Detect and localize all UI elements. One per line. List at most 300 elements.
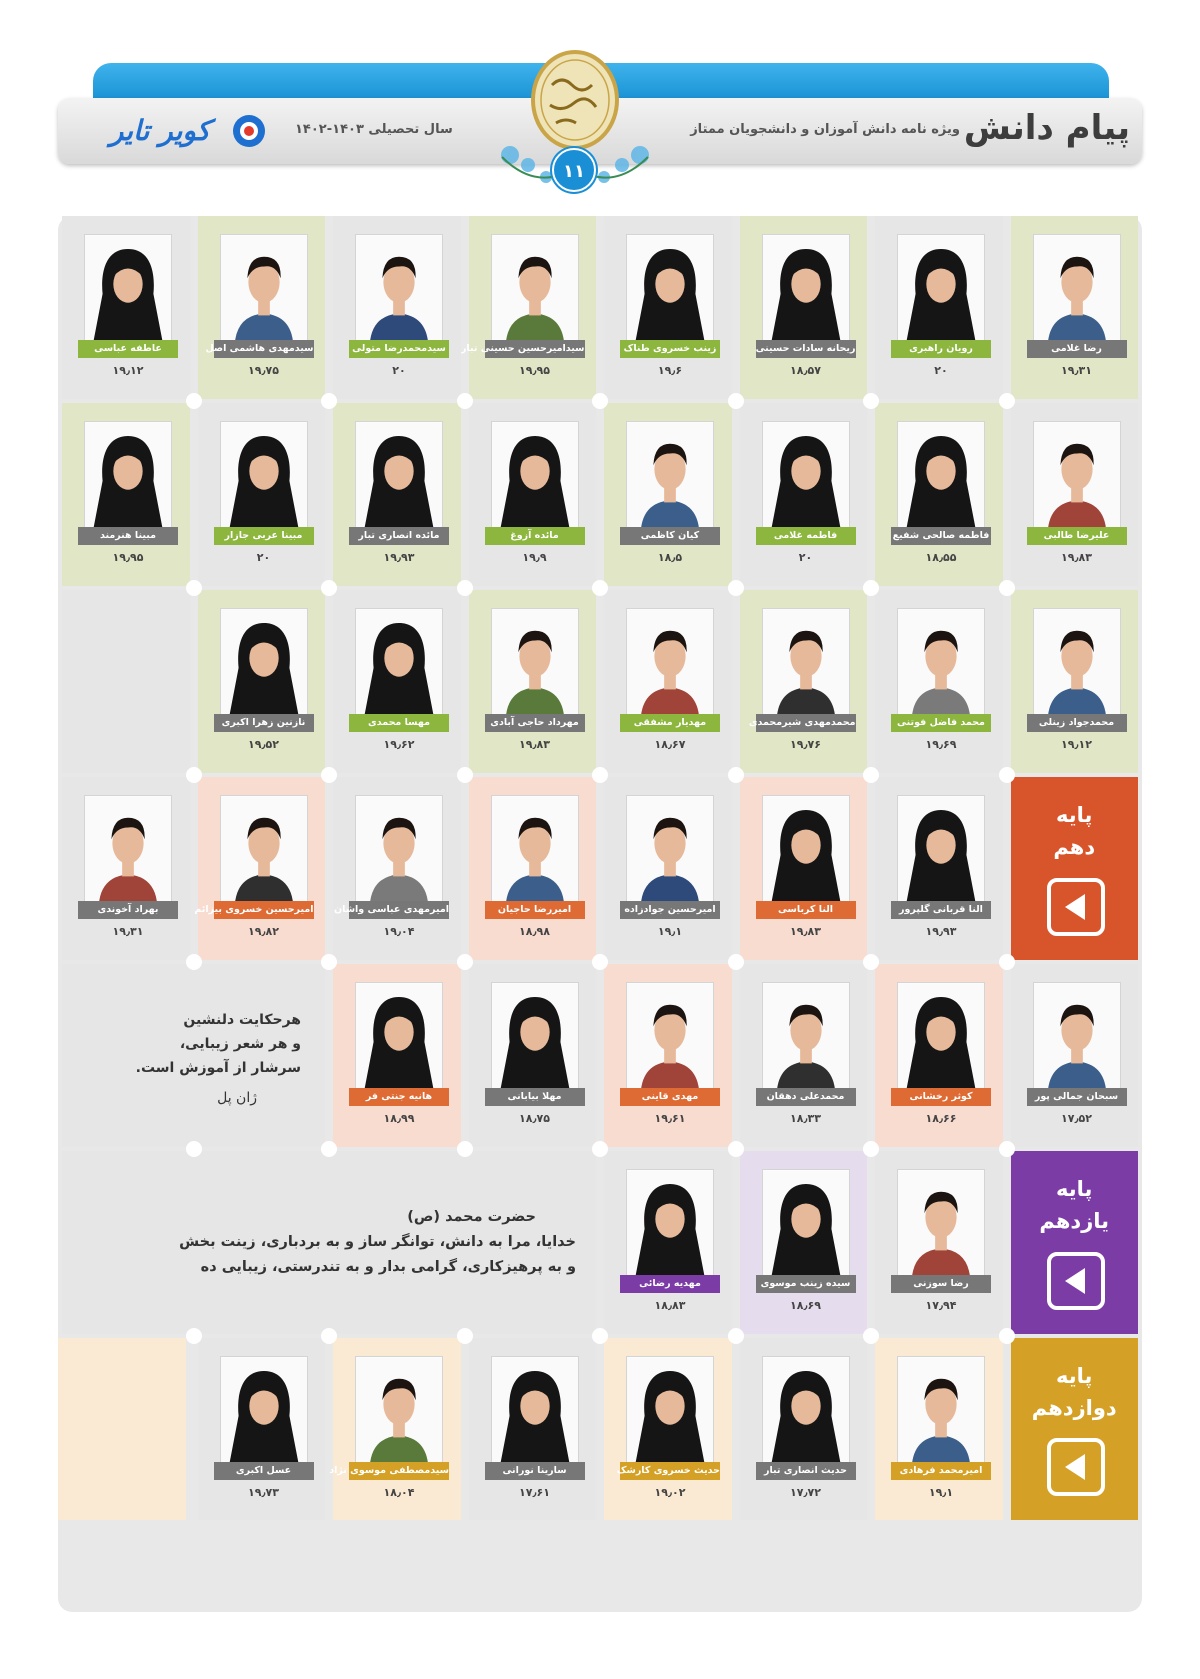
student-photo-image	[356, 609, 442, 719]
student-photo-image	[492, 796, 578, 906]
quote-line: هرحکایت دلنشین	[183, 1012, 301, 1028]
grid-dot	[592, 954, 608, 970]
student-score: ۱۹٫۱۲	[112, 364, 144, 377]
student-name: حدیث خسروی کارشک	[620, 1462, 720, 1480]
grid-dot	[999, 767, 1015, 783]
student-card	[740, 964, 868, 1147]
student-card	[194, 777, 326, 960]
student-score: ۲۰	[798, 551, 813, 564]
student-score: ۱۹٫۱۲	[1061, 738, 1092, 751]
student-name: مبینا هنرمند	[78, 527, 178, 545]
student-photo-image	[627, 422, 713, 532]
student-name: فاطمه صالحی شفیع	[891, 527, 991, 545]
grid-dot	[321, 954, 337, 970]
quote-author: ژان پل	[217, 1090, 257, 1106]
grid-dot	[186, 1141, 202, 1157]
student-score: ۱۹٫۹۵	[112, 551, 144, 564]
student-photo	[897, 608, 985, 720]
student-card	[333, 777, 461, 960]
grade-panel-3	[1011, 1338, 1139, 1520]
student-score: ۲۰	[256, 551, 271, 564]
hadith-text	[179, 1205, 576, 1280]
student-photo	[355, 982, 443, 1094]
grid-dot	[592, 1141, 608, 1157]
grid-dot	[321, 767, 337, 783]
student-name: امیرمهدی عباسی واشان	[349, 901, 449, 919]
play-left-icon	[1051, 882, 1101, 932]
grid-dot	[186, 580, 202, 596]
student-photo	[762, 1356, 850, 1468]
student-score: ۱۸٫۵	[657, 551, 683, 564]
grid-dot	[457, 1328, 473, 1344]
student-name: رضا سوزنی	[891, 1275, 991, 1293]
student-photo-image	[898, 235, 984, 345]
quote-line: و هر شعر زیبایی،	[179, 1036, 301, 1052]
student-photo	[897, 982, 985, 1094]
grade-nav-button[interactable]	[1047, 1438, 1105, 1496]
student-photo-image	[85, 235, 171, 345]
student-card	[62, 403, 190, 586]
student-photo-image	[221, 796, 307, 906]
student-name: عسل اکبری	[214, 1462, 314, 1480]
student-score: ۱۸٫۳۳	[790, 1112, 821, 1125]
student-photo-image	[492, 422, 578, 532]
student-card	[740, 216, 868, 399]
student-photo-image	[492, 235, 578, 345]
student-photo-image	[221, 609, 307, 719]
student-photo	[762, 982, 850, 1094]
student-name: کیان کاظمی	[620, 527, 720, 545]
grid-dot	[321, 393, 337, 409]
grid-dot	[592, 767, 608, 783]
student-card	[469, 777, 597, 960]
student-photo-image	[627, 983, 713, 1093]
student-card	[329, 1338, 461, 1520]
student-photo	[491, 1356, 579, 1468]
student-name: رویان راهبری	[891, 340, 991, 358]
student-photo-image	[763, 609, 849, 719]
student-card	[62, 216, 190, 399]
student-name: رضا غلامی	[1027, 340, 1127, 358]
student-card	[469, 964, 597, 1147]
student-card	[875, 590, 1003, 773]
student-photo-image	[763, 1357, 849, 1467]
student-card	[604, 216, 732, 399]
student-photo	[626, 1356, 714, 1468]
grid-dot	[999, 1141, 1015, 1157]
student-card	[740, 1151, 868, 1334]
student-photo	[220, 608, 308, 720]
student-score: ۱۹٫۷۳	[248, 1486, 279, 1499]
grade-label	[1011, 799, 1139, 863]
student-photo-image	[763, 983, 849, 1093]
student-photo-image	[898, 1170, 984, 1280]
grade-label-line2: یازدهم	[1039, 1209, 1110, 1233]
student-photo-image	[763, 796, 849, 906]
student-photo	[491, 234, 579, 346]
grid-dot	[186, 1328, 202, 1344]
student-score: ۱۷٫۹۴	[925, 1299, 957, 1312]
student-score: ۱۸٫۶۹	[790, 1299, 821, 1312]
grid-dot	[457, 954, 473, 970]
student-score: ۱۸٫۶۷	[654, 738, 686, 751]
student-photo-image	[492, 983, 578, 1093]
student-score: ۱۹٫۵۲	[248, 738, 279, 751]
student-score: ۱۷٫۵۲	[1061, 1112, 1092, 1125]
grade-nav-button[interactable]	[1047, 878, 1105, 936]
grid-dot	[728, 580, 744, 596]
student-name: کوثر رخشانی	[891, 1088, 991, 1106]
student-score: ۱۹٫۸۳	[790, 925, 821, 938]
student-card	[1011, 216, 1139, 399]
student-card	[875, 1151, 1003, 1334]
student-score: ۱۹٫۸۲	[248, 925, 279, 938]
student-score: ۱۷٫۷۲	[790, 1486, 821, 1499]
student-card	[604, 1338, 732, 1520]
student-name: النا کرباسی	[756, 901, 856, 919]
student-score: ۱۹٫۷۶	[790, 738, 821, 751]
student-score: ۱۹٫۶	[657, 364, 683, 377]
student-photo-image	[492, 1357, 578, 1467]
grid-dot	[999, 954, 1015, 970]
student-photo-image	[85, 422, 171, 532]
student-card	[333, 590, 461, 773]
student-card	[875, 1338, 1003, 1520]
student-photo-image	[1034, 422, 1120, 532]
student-name: سیده زینب موسوی	[756, 1275, 856, 1293]
student-photo	[355, 234, 443, 346]
student-card	[469, 403, 597, 586]
student-photo-image	[85, 796, 171, 906]
student-card	[604, 403, 732, 586]
student-photo-image	[627, 1357, 713, 1467]
grade-label	[1011, 1173, 1139, 1237]
student-score: ۲۰	[392, 364, 406, 377]
tire-icon	[232, 114, 266, 148]
grid-dot	[457, 1141, 473, 1157]
student-card	[62, 777, 190, 960]
student-photo	[84, 234, 172, 346]
grid-dot	[592, 580, 608, 596]
student-name: حدیث انصاری تبار	[756, 1462, 856, 1480]
student-photo	[762, 608, 850, 720]
grid-dot	[728, 1328, 744, 1344]
hadith-title: حضرت محمد (ص)	[407, 1209, 536, 1225]
grid-dot	[863, 393, 879, 409]
quote-line: سرشار از آموزش است.	[135, 1060, 301, 1076]
students-grid	[58, 216, 1142, 1612]
student-card	[198, 590, 326, 773]
grid-dot	[728, 393, 744, 409]
student-score: ۱۸٫۶۶	[925, 1112, 957, 1125]
student-photo-image	[356, 422, 442, 532]
student-photo	[762, 795, 850, 907]
student-score: ۱۹٫۹۳	[383, 551, 415, 564]
student-score: ۱۸٫۵۷	[790, 364, 821, 377]
student-photo	[626, 795, 714, 907]
student-photo-image	[492, 609, 578, 719]
student-photo	[491, 982, 579, 1094]
student-photo	[626, 234, 714, 346]
student-name: محمدعلی دهقان	[756, 1088, 856, 1106]
student-name: مهدیار مشفقی	[620, 714, 720, 732]
student-photo-image	[627, 1170, 713, 1280]
student-photo-image	[627, 796, 713, 906]
play-left-icon	[1051, 1442, 1101, 1492]
grid-dot	[999, 580, 1015, 596]
student-name: بهراد آخوندی	[78, 901, 178, 919]
grid-dot	[186, 767, 202, 783]
student-score: ۱۹٫۳۱	[1061, 364, 1092, 377]
grid-dot	[863, 954, 879, 970]
student-card	[740, 403, 868, 586]
grade-panel-2	[1011, 1151, 1139, 1334]
hadith-line: خدایا، مرا به دانش، توانگر ساز و به بردباری، زینت بخش	[179, 1234, 576, 1250]
student-photo-image	[763, 422, 849, 532]
student-card	[469, 590, 597, 773]
grid-dot	[321, 580, 337, 596]
student-name: ریحانه سادات حسینی	[756, 340, 856, 358]
student-photo	[1033, 608, 1121, 720]
student-photo	[491, 608, 579, 720]
student-score: ۱۸٫۹۹	[383, 1112, 415, 1125]
student-photo-image	[221, 1357, 307, 1467]
student-photo-image	[898, 983, 984, 1093]
student-photo	[355, 608, 443, 720]
hadith-line: و به پرهیزکاری، گرامی بدار و به تندرستی، زیبایی ده	[200, 1259, 576, 1275]
student-card	[1011, 964, 1139, 1147]
grid-dot	[999, 393, 1015, 409]
page-number: ۱۱	[552, 148, 596, 192]
student-card	[604, 964, 732, 1147]
student-name: زینب خسروی طناک	[620, 340, 720, 358]
grid-dot	[457, 393, 473, 409]
brand-name: کویر تایر	[109, 114, 211, 147]
grid-dot	[592, 393, 608, 409]
grade-label-line1: پایه	[1056, 1177, 1093, 1201]
student-score: ۱۷٫۶۱	[519, 1486, 550, 1499]
student-card	[1011, 403, 1139, 586]
student-score: ۱۸٫۵۵	[925, 551, 957, 564]
student-card	[198, 1338, 326, 1520]
student-photo	[220, 795, 308, 907]
grid-dot	[186, 954, 202, 970]
student-card	[875, 777, 1003, 960]
student-name: محمدجواد زینلی	[1027, 714, 1127, 732]
page-subtitle: ویژه نامه دانش آموزان و دانشجویان ممتاز	[690, 122, 960, 137]
student-card	[740, 590, 868, 773]
student-photo-image	[898, 609, 984, 719]
grid-dot	[863, 580, 879, 596]
quote-text	[136, 1008, 301, 1110]
grid-dot	[457, 580, 473, 596]
student-name: امیرحسین خسروی بیزائم	[214, 901, 314, 919]
student-photo-image	[356, 235, 442, 345]
student-score: ۱۹٫۰۲	[654, 1486, 686, 1499]
student-name: سیدمحمدرضا متولی	[349, 340, 449, 358]
student-score: ۱۹٫۹۵	[519, 364, 550, 377]
student-photo	[897, 795, 985, 907]
academic-year: سال تحصیلی ۱۴۰۳-۱۴۰۲	[295, 122, 453, 137]
student-name: مهدی قاینی	[620, 1088, 720, 1106]
student-photo-image	[1034, 983, 1120, 1093]
student-photo-image	[898, 422, 984, 532]
student-photo	[762, 234, 850, 346]
grade-label-line1: پایه	[1056, 803, 1093, 827]
student-photo-image	[221, 235, 307, 345]
student-name: امیرحسین جوادزاده	[620, 901, 720, 919]
student-name: امیرمحمد فرهادی	[891, 1462, 991, 1480]
student-photo	[491, 795, 579, 907]
student-photo	[626, 1169, 714, 1281]
grade-label-line2: دهم	[1053, 835, 1096, 859]
student-card	[875, 964, 1003, 1147]
grid-dot	[592, 1328, 608, 1344]
student-name: سیدمهدی هاشمی اصل	[214, 340, 314, 358]
student-score: ۱۹٫۰۴	[383, 925, 415, 938]
grid-dot	[999, 1328, 1015, 1344]
student-photo	[220, 421, 308, 533]
student-card	[604, 590, 732, 773]
student-name: عاطفه عباسی	[78, 340, 178, 358]
student-name: مبینا عربی جازار	[214, 527, 314, 545]
student-photo	[762, 421, 850, 533]
student-name: مائده انصاری تبار	[349, 527, 449, 545]
student-card	[198, 403, 326, 586]
student-card	[333, 216, 461, 399]
student-photo-image	[763, 235, 849, 345]
grid-dot	[863, 1328, 879, 1344]
student-photo	[355, 421, 443, 533]
student-score: ۱۹٫۱	[928, 1486, 954, 1499]
grid-dot	[863, 767, 879, 783]
student-photo	[491, 421, 579, 533]
student-card	[469, 1338, 597, 1520]
student-name: نازنین زهرا اکبری	[214, 714, 314, 732]
grade-label	[1011, 1360, 1139, 1424]
student-name: امیررضا حاجیان	[485, 901, 585, 919]
student-card	[604, 777, 732, 960]
student-photo	[1033, 421, 1121, 533]
student-score: ۱۹٫۶۹	[925, 738, 957, 751]
student-photo	[762, 1169, 850, 1281]
student-score: ۱۹٫۹۳	[925, 925, 957, 938]
student-photo	[84, 795, 172, 907]
student-score: ۱۹٫۳۱	[112, 925, 144, 938]
student-card	[333, 964, 461, 1147]
grade-label-line2: دوازدهم	[1031, 1396, 1117, 1420]
student-card	[198, 216, 326, 399]
student-photo-image	[1034, 235, 1120, 345]
student-photo-image	[898, 1357, 984, 1467]
student-photo-image	[898, 796, 984, 906]
grid-dot	[728, 954, 744, 970]
student-photo-image	[356, 983, 442, 1093]
page-title: پیام دانش	[963, 108, 1130, 148]
student-score: ۱۹٫۷۵	[248, 364, 279, 377]
student-name: هانیه جنتی فر	[349, 1088, 449, 1106]
student-card	[875, 216, 1003, 399]
student-photo-image	[221, 422, 307, 532]
grid-dot	[186, 393, 202, 409]
student-name: سیدامیرحسین حسینی تبار	[485, 340, 585, 358]
student-photo	[626, 608, 714, 720]
student-photo	[897, 421, 985, 533]
student-photo-image	[627, 235, 713, 345]
student-score: ۱۹٫۱	[657, 925, 683, 938]
student-card	[604, 1151, 732, 1334]
student-score: ۱۹٫۸۳	[1061, 551, 1092, 564]
student-name: علیرضا طالبی	[1027, 527, 1127, 545]
student-photo-image	[627, 609, 713, 719]
student-photo-image	[356, 1357, 442, 1467]
student-score: ۱۸٫۰۴	[383, 1486, 415, 1499]
student-name: مهلا بیابانی	[485, 1088, 585, 1106]
student-card	[333, 403, 461, 586]
student-photo	[897, 234, 985, 346]
student-name: مهدیه رضائی	[620, 1275, 720, 1293]
student-name: فاطمه غلامی	[756, 527, 856, 545]
student-name: سارینا نورانی	[485, 1462, 585, 1480]
empty-cell	[58, 1338, 186, 1520]
student-photo	[355, 795, 443, 907]
student-photo	[84, 421, 172, 533]
student-photo-image	[763, 1170, 849, 1280]
quote-panel	[62, 964, 325, 1147]
student-photo	[897, 1169, 985, 1281]
student-name: سبحان جمالی پور	[1027, 1088, 1127, 1106]
student-name: سیدمصطفی موسوی نژاد	[349, 1462, 449, 1480]
student-score: ۱۹٫۶۲	[383, 738, 415, 751]
student-card	[740, 777, 868, 960]
grade-label-line1: پایه	[1056, 1364, 1093, 1388]
grid-dot	[728, 1141, 744, 1157]
grid-dot	[863, 1141, 879, 1157]
student-photo	[1033, 982, 1121, 1094]
empty-cell	[62, 590, 190, 773]
hadith-panel	[62, 1151, 596, 1334]
grade-nav-button[interactable]	[1047, 1252, 1105, 1310]
student-score: ۱۸٫۹۸	[519, 925, 550, 938]
grid-dot	[457, 767, 473, 783]
student-photo-image	[1034, 609, 1120, 719]
student-score: ۱۹٫۹	[522, 551, 547, 564]
student-card	[875, 403, 1003, 586]
grade-panel-1	[1011, 777, 1139, 960]
student-name: مهرداد حاجی آبادی	[485, 714, 585, 732]
student-card	[1011, 590, 1139, 773]
student-photo	[220, 234, 308, 346]
student-photo	[220, 1356, 308, 1468]
student-photo	[1033, 234, 1121, 346]
student-name: محمدمهدی شیرمحمدی	[756, 714, 856, 732]
student-score: ۱۸٫۷۵	[519, 1112, 550, 1125]
grid-dot	[321, 1141, 337, 1157]
student-score: ۱۸٫۸۳	[654, 1299, 686, 1312]
student-photo	[897, 1356, 985, 1468]
grid-dot	[728, 767, 744, 783]
student-card	[460, 216, 597, 399]
student-name: مهسا محمدی	[349, 714, 449, 732]
student-name: النا قربانی گلپرور	[891, 901, 991, 919]
grid-dot	[321, 1328, 337, 1344]
student-photo	[355, 1356, 443, 1468]
brand-logo	[90, 110, 265, 152]
student-photo	[626, 982, 714, 1094]
student-photo	[626, 421, 714, 533]
student-score: ۲۰	[934, 364, 948, 377]
student-score: ۱۹٫۸۳	[519, 738, 550, 751]
